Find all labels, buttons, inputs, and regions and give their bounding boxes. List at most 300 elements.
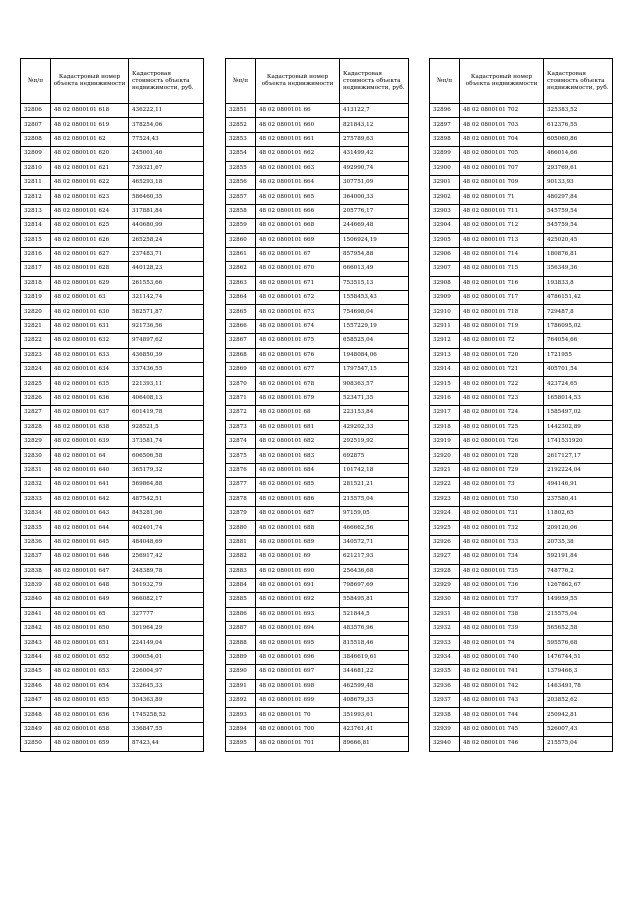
- cadastral-number: 48 02 0800101 652: [51, 650, 129, 664]
- table-row: [226, 175, 409, 189]
- table-row: [226, 593, 409, 607]
- cadastral-cost: 492990,74: [340, 161, 409, 175]
- row-number: 32811: [21, 175, 51, 189]
- table-row: [226, 665, 409, 679]
- row-number: 32838: [21, 564, 51, 578]
- cadastral-number: 48 02 0800101 645: [51, 535, 129, 549]
- cadastral-cost: 317881,84: [129, 204, 204, 218]
- table-row: [430, 406, 613, 420]
- cadastral-number: 48 02 0800101 668: [256, 219, 340, 233]
- table-row: [226, 535, 409, 549]
- cadastral-cost: 1379466,3: [544, 665, 613, 679]
- cadastral-cost: 436850,39: [129, 348, 204, 362]
- cadastral-number: 48 02 0800101 631: [51, 319, 129, 333]
- row-number: 32897: [430, 118, 460, 132]
- row-number: 32834: [21, 506, 51, 520]
- table-row: [21, 492, 204, 506]
- cadastral-cost: 921736,56: [129, 319, 204, 333]
- row-number: 32915: [430, 377, 460, 391]
- row-number: 32895: [226, 737, 256, 751]
- cadastral-number: 48 02 0800101 729: [460, 463, 544, 477]
- table-row: [226, 319, 409, 333]
- cadastral-number: 48 02 0800101 693: [256, 607, 340, 621]
- cadastral-cost: 337436,55: [129, 363, 204, 377]
- table-row: [226, 363, 409, 377]
- header-cadastral-number: Кадастровый номер объекта недвижимости: [256, 59, 340, 104]
- row-number: 32818: [21, 276, 51, 290]
- cadastral-cost: 275789,63: [340, 132, 409, 146]
- table-row: [21, 622, 204, 636]
- cadastral-number: 48 02 0800101 697: [256, 665, 340, 679]
- table-row: [430, 449, 613, 463]
- cadastral-cost: 431499,42: [340, 147, 409, 161]
- cadastral-number: 48 02 0800101 643: [51, 506, 129, 520]
- table-row: [430, 694, 613, 708]
- table-row: [430, 161, 613, 175]
- table-row: [21, 506, 204, 520]
- row-number: 32861: [226, 247, 256, 261]
- row-number: 32821: [21, 319, 51, 333]
- header-cadastral-cost: Кадастровая стоимость объекта недвижимости, руб.: [340, 59, 409, 104]
- cadastral-cost: 250942,81: [544, 708, 613, 722]
- cadastral-cost: 224149,04: [129, 636, 204, 650]
- cadastral-number: 48 02 0800101 655: [51, 694, 129, 708]
- cadastral-number: 48 02 0800101 707: [460, 161, 544, 175]
- table-row: [430, 722, 613, 736]
- cadastral-number: 48 02 0800101 664: [256, 175, 340, 189]
- table-header-row: [226, 59, 409, 104]
- cadastral-number: 48 02 0800101 71: [460, 190, 544, 204]
- row-number: 32849: [21, 722, 51, 736]
- cadastral-number: 48 02 0800101 639: [51, 434, 129, 448]
- cadastral-number: 48 02 0800101 741: [460, 665, 544, 679]
- cadastral-number: 48 02 0800101 648: [51, 578, 129, 592]
- cadastral-cost: 753515,13: [340, 276, 409, 290]
- table-row: [21, 607, 204, 621]
- cadastral-number: 48 02 0800101 712: [460, 219, 544, 233]
- cadastral-cost: 754698,04: [340, 305, 409, 319]
- table-row: [21, 578, 204, 592]
- table-row: [430, 650, 613, 664]
- row-number: 32872: [226, 406, 256, 420]
- cadastral-cost: 606506,58: [129, 449, 204, 463]
- table-row: [21, 564, 204, 578]
- table-row: [226, 506, 409, 520]
- table-row: [226, 104, 409, 118]
- cadastral-number: 48 02 0800101 702: [460, 104, 544, 118]
- row-number: 32911: [430, 319, 460, 333]
- cadastral-cost: 245001,46: [129, 147, 204, 161]
- table-row: [226, 578, 409, 592]
- table-row: [226, 679, 409, 693]
- row-number: 32832: [21, 478, 51, 492]
- cadastral-cost: 327777: [129, 607, 204, 621]
- cadastral-cost: 1786095,02: [544, 319, 613, 333]
- cadastral-cost: 90133,93: [544, 175, 613, 189]
- cadastral-cost: 373581,74: [129, 434, 204, 448]
- cadastral-number: 48 02 0800101 623: [51, 190, 129, 204]
- cadastral-number: 48 02 0800101 656: [51, 708, 129, 722]
- cadastral-cost: 390054,01: [129, 650, 204, 664]
- cadastral-cost: 101742,18: [340, 463, 409, 477]
- cadastral-number: 48 02 0800101 619: [51, 118, 129, 132]
- cadastral-number: 48 02 0800101 726: [460, 434, 544, 448]
- row-number: 32859: [226, 219, 256, 233]
- cadastral-cost: 281521,21: [340, 478, 409, 492]
- cadastral-cost: 565652,58: [544, 622, 613, 636]
- table-row: [226, 434, 409, 448]
- cadastral-number: 48 02 0800101 678: [256, 377, 340, 391]
- row-number: 32842: [21, 622, 51, 636]
- table-row: [21, 722, 204, 736]
- cadastral-cost: 193833,8: [544, 276, 613, 290]
- table-row: [226, 406, 409, 420]
- row-number: 32807: [21, 118, 51, 132]
- cadastral-cost: 340572,71: [340, 535, 409, 549]
- cadastral-cost: 521844,5: [340, 607, 409, 621]
- header-cadastral-cost: Кадастровая стоимость объекта недвижимости, руб.: [129, 59, 204, 104]
- cadastral-cost: 595576,68: [544, 636, 613, 650]
- cadastral-number: 48 02 0800101 646: [51, 550, 129, 564]
- table-row: [430, 262, 613, 276]
- cadastral-number: 48 02 0800101 695: [256, 636, 340, 650]
- table-row: [430, 478, 613, 492]
- row-number: 32878: [226, 492, 256, 506]
- table-row: [226, 190, 409, 204]
- table-row: [430, 492, 613, 506]
- row-number: 32817: [21, 262, 51, 276]
- cadastral-cost: 413122,7: [340, 104, 409, 118]
- header-cadastral-number: Кадастровый номер объекта недвижимости: [51, 59, 129, 104]
- row-number: 32886: [226, 607, 256, 621]
- table-row: [226, 449, 409, 463]
- table-row: [21, 679, 204, 693]
- cadastral-number: 48 02 0800101 621: [51, 161, 129, 175]
- cadastral-number: 48 02 0800101 699: [256, 694, 340, 708]
- cadastral-cost: 484048,69: [129, 535, 204, 549]
- cadastral-number: 48 02 0800101 624: [51, 204, 129, 218]
- cadastral-number: 48 02 0800101 720: [460, 348, 544, 362]
- row-number: 32870: [226, 377, 256, 391]
- table-row: [226, 607, 409, 621]
- table-row: [21, 650, 204, 664]
- row-number: 32888: [226, 636, 256, 650]
- table-row: [430, 175, 613, 189]
- cadastral-cost: 405701,54: [544, 363, 613, 377]
- table-row: [226, 737, 409, 751]
- cadastral-number: 48 02 0800101 731: [460, 506, 544, 520]
- cadastral-number: 48 02 0800101 691: [256, 578, 340, 592]
- table-row: [226, 622, 409, 636]
- cadastral-cost: 545759,54: [544, 219, 613, 233]
- cadastral-number: 48 02 0800101 698: [256, 679, 340, 693]
- table-row: [226, 233, 409, 247]
- table-row: [226, 247, 409, 261]
- cadastral-number: 48 02 0800101 734: [460, 550, 544, 564]
- cadastral-number: 48 02 0800101 630: [51, 305, 129, 319]
- cadastral-cost: 928521,5: [129, 420, 204, 434]
- cadastral-number: 48 02 0800101 633: [51, 348, 129, 362]
- table-row: [430, 348, 613, 362]
- table-row: [226, 391, 409, 405]
- cadastral-number: 48 02 0800101 654: [51, 679, 129, 693]
- table-row: [21, 319, 204, 333]
- cadastral-number: 48 02 0800101 684: [256, 463, 340, 477]
- row-number: 32903: [430, 204, 460, 218]
- row-number: 32891: [226, 679, 256, 693]
- row-number: 32936: [430, 679, 460, 693]
- table-row: [430, 607, 613, 621]
- cadastral-cost: 406408,13: [129, 391, 204, 405]
- row-number: 32864: [226, 291, 256, 305]
- cadastral-number: 48 02 0800101 740: [460, 650, 544, 664]
- cadastral-cost: 205776,17: [340, 204, 409, 218]
- row-number: 32910: [430, 305, 460, 319]
- row-number: 32899: [430, 147, 460, 161]
- cadastral-number: 48 02 0800101 744: [460, 708, 544, 722]
- table-row: [430, 593, 613, 607]
- table-row: [226, 276, 409, 290]
- cadastral-number: 48 02 0800101 618: [51, 104, 129, 118]
- cadastral-number: 48 02 0800101 723: [460, 391, 544, 405]
- row-number: 32806: [21, 104, 51, 118]
- cadastral-cost: 180876,81: [544, 247, 613, 261]
- cadastral-number: 48 02 0800101 722: [460, 377, 544, 391]
- cadastral-number: 48 02 0800101 632: [51, 334, 129, 348]
- cadastral-number: 48 02 0800101 681: [256, 420, 340, 434]
- table-row: [226, 636, 409, 650]
- cadastral-cost: 845281,96: [129, 506, 204, 520]
- table-row: [226, 722, 409, 736]
- table-row: [430, 319, 613, 333]
- cadastral-cost: 908363,57: [340, 377, 409, 391]
- row-number: 32917: [430, 406, 460, 420]
- cadastral-cost: 2192224,04: [544, 463, 613, 477]
- cadastral-cost: 423724,65: [544, 377, 613, 391]
- cadastral-cost: 378254,06: [129, 118, 204, 132]
- cadastral-number: 48 02 0800101 666: [256, 204, 340, 218]
- cadastral-cost: 582571,87: [129, 305, 204, 319]
- row-number: 32828: [21, 420, 51, 434]
- cadastral-number: 48 02 0800101 677: [256, 363, 340, 377]
- cadastral-cost: 203852,62: [544, 694, 613, 708]
- row-number: 32938: [430, 708, 460, 722]
- cadastral-cost: 2617127,17: [544, 449, 613, 463]
- cadastral-cost: 480297,84: [544, 190, 613, 204]
- cadastral-number: 48 02 0800101 629: [51, 276, 129, 290]
- table-row: [430, 737, 613, 751]
- row-number: 32840: [21, 593, 51, 607]
- row-number: 32930: [430, 593, 460, 607]
- cadastral-table-3: [429, 58, 613, 752]
- table-header-row: [430, 59, 613, 104]
- table-row: [226, 348, 409, 362]
- table-row: [21, 665, 204, 679]
- table-row: [430, 147, 613, 161]
- cadastral-cost: 4786151,42: [544, 291, 613, 305]
- cadastral-cost: 966082,17: [129, 593, 204, 607]
- cadastral-cost: 1948084,06: [340, 348, 409, 362]
- table-row: [430, 363, 613, 377]
- cadastral-number: 48 02 0800101 685: [256, 478, 340, 492]
- cadastral-cost: 601419,78: [129, 406, 204, 420]
- table-row: [226, 463, 409, 477]
- table-row: [226, 420, 409, 434]
- row-number: 32879: [226, 506, 256, 520]
- row-number: 32819: [21, 291, 51, 305]
- cadastral-number: 48 02 0800101 735: [460, 564, 544, 578]
- cadastral-cost: 1658014,53: [544, 391, 613, 405]
- table-row: [21, 219, 204, 233]
- table-row: [226, 377, 409, 391]
- cadastral-cost: 149959,55: [544, 593, 613, 607]
- cadastral-number: 48 02 0800101 674: [256, 319, 340, 333]
- table-row: [430, 665, 613, 679]
- cadastral-cost: 1506924,19: [340, 233, 409, 247]
- cadastral-number: 48 02 0800101 700: [256, 722, 340, 736]
- row-number: 32934: [430, 650, 460, 664]
- cadastral-number: 48 02 0800101 690: [256, 564, 340, 578]
- cadastral-cost: 857954,88: [340, 247, 409, 261]
- row-number: 32827: [21, 406, 51, 420]
- table-row: [21, 593, 204, 607]
- row-number: 32847: [21, 694, 51, 708]
- row-number: 32939: [430, 722, 460, 736]
- table-row: [430, 219, 613, 233]
- table-row: [226, 132, 409, 146]
- cadastral-number: 48 02 0800101 665: [256, 190, 340, 204]
- row-number: 32907: [430, 262, 460, 276]
- cadastral-cost: 440128,23: [129, 262, 204, 276]
- cadastral-cost: 1558453,43: [340, 291, 409, 305]
- cadastral-cost: 423761,41: [340, 722, 409, 736]
- cadastral-cost: 692875: [340, 449, 409, 463]
- row-number: 32914: [430, 363, 460, 377]
- cadastral-number: 48 02 0800101 649: [51, 593, 129, 607]
- cadastral-cost: 408679,33: [340, 694, 409, 708]
- cadastral-number: 48 02 0800101 673: [256, 305, 340, 319]
- table-row: [21, 535, 204, 549]
- table-row: [21, 247, 204, 261]
- header-cadastral-cost: Кадастровая стоимость объекта недвижимости, руб.: [544, 59, 613, 104]
- cadastral-cost: 11802,65: [544, 506, 613, 520]
- table-row: [21, 434, 204, 448]
- table-row: [21, 406, 204, 420]
- cadastral-number: 48 02 0800101 669: [256, 233, 340, 247]
- row-number: 32809: [21, 147, 51, 161]
- table-row: [430, 104, 613, 118]
- cadastral-number: 48 02 0800101 662: [256, 147, 340, 161]
- cadastral-cost: 221393,11: [129, 377, 204, 391]
- cadastral-number: 48 02 0800101 64: [51, 449, 129, 463]
- table-row: [430, 291, 613, 305]
- cadastral-number: 48 02 0800101 638: [51, 420, 129, 434]
- row-number: 32825: [21, 377, 51, 391]
- cadastral-number: 48 02 0800101 642: [51, 492, 129, 506]
- table-row: [21, 161, 204, 175]
- table-row: [430, 132, 613, 146]
- cadastral-number: 48 02 0800101 69: [256, 550, 340, 564]
- row-number: 32862: [226, 262, 256, 276]
- table-row: [226, 161, 409, 175]
- cadastral-cost: 586460,35: [129, 190, 204, 204]
- cadastral-number: 48 02 0800101 732: [460, 521, 544, 535]
- cadastral-cost: 307751,09: [340, 175, 409, 189]
- cadastral-cost: 729487,8: [544, 305, 613, 319]
- cadastral-number: 48 02 0800101 683: [256, 449, 340, 463]
- cadastral-cost: 351993,61: [340, 708, 409, 722]
- cadastral-number: 48 02 0800101 688: [256, 521, 340, 535]
- cadastral-number: 48 02 0800101 626: [51, 233, 129, 247]
- table-row: [21, 737, 204, 751]
- cadastral-number: 48 02 0800101 696: [256, 650, 340, 664]
- table-body: [226, 104, 409, 752]
- cadastral-number: 48 02 0800101 717: [460, 291, 544, 305]
- table-row: [226, 564, 409, 578]
- cadastral-cost: 1267862,67: [544, 578, 613, 592]
- row-number: 32831: [21, 463, 51, 477]
- cadastral-cost: 465293,18: [129, 175, 204, 189]
- table-row: [21, 636, 204, 650]
- table-row: [21, 463, 204, 477]
- cadastral-cost: 237483,71: [129, 247, 204, 261]
- cadastral-cost: 748776,2: [544, 564, 613, 578]
- row-number: 32823: [21, 348, 51, 362]
- cadastral-cost: 215575,04: [544, 607, 613, 621]
- row-number: 32904: [430, 219, 460, 233]
- cadastral-cost: 237580,41: [544, 492, 613, 506]
- table-row: [226, 262, 409, 276]
- row-number: 32858: [226, 204, 256, 218]
- table-row: [21, 334, 204, 348]
- row-number: 32900: [430, 161, 460, 175]
- row-number: 32924: [430, 506, 460, 520]
- cadastral-cost: 526007,43: [544, 722, 613, 736]
- row-number: 32935: [430, 665, 460, 679]
- row-number: 32835: [21, 521, 51, 535]
- row-number: 32846: [21, 679, 51, 693]
- table-row: [21, 550, 204, 564]
- cadastral-number: 48 02 0800101 682: [256, 434, 340, 448]
- row-number: 32906: [430, 247, 460, 261]
- cadastral-cost: 1721955: [544, 348, 613, 362]
- row-number: 32916: [430, 391, 460, 405]
- row-number: 32892: [226, 694, 256, 708]
- cadastral-number: 48 02 0800101 644: [51, 521, 129, 535]
- cadastral-number: 48 02 0800101 63: [51, 291, 129, 305]
- table-body: [21, 104, 204, 752]
- cadastral-cost: 483576,96: [340, 622, 409, 636]
- cadastral-cost: 402401,74: [129, 521, 204, 535]
- cadastral-number: 48 02 0800101 634: [51, 363, 129, 377]
- row-number: 32876: [226, 463, 256, 477]
- cadastral-cost: 429202,33: [340, 420, 409, 434]
- cadastral-number: 48 02 0800101 659: [51, 737, 129, 751]
- table-row: [21, 348, 204, 362]
- header-num: №п/п: [21, 59, 51, 104]
- row-number: 32837: [21, 550, 51, 564]
- table-row: [21, 449, 204, 463]
- row-number: 32905: [430, 233, 460, 247]
- table-row: [430, 463, 613, 477]
- row-number: 32929: [430, 578, 460, 592]
- cadastral-number: 48 02 0800101 663: [256, 161, 340, 175]
- table-row: [21, 305, 204, 319]
- row-number: 32866: [226, 319, 256, 333]
- cadastral-cost: 1476744,51: [544, 650, 613, 664]
- cadastral-number: 48 02 0800101 730: [460, 492, 544, 506]
- cadastral-number: 48 02 0800101 676: [256, 348, 340, 362]
